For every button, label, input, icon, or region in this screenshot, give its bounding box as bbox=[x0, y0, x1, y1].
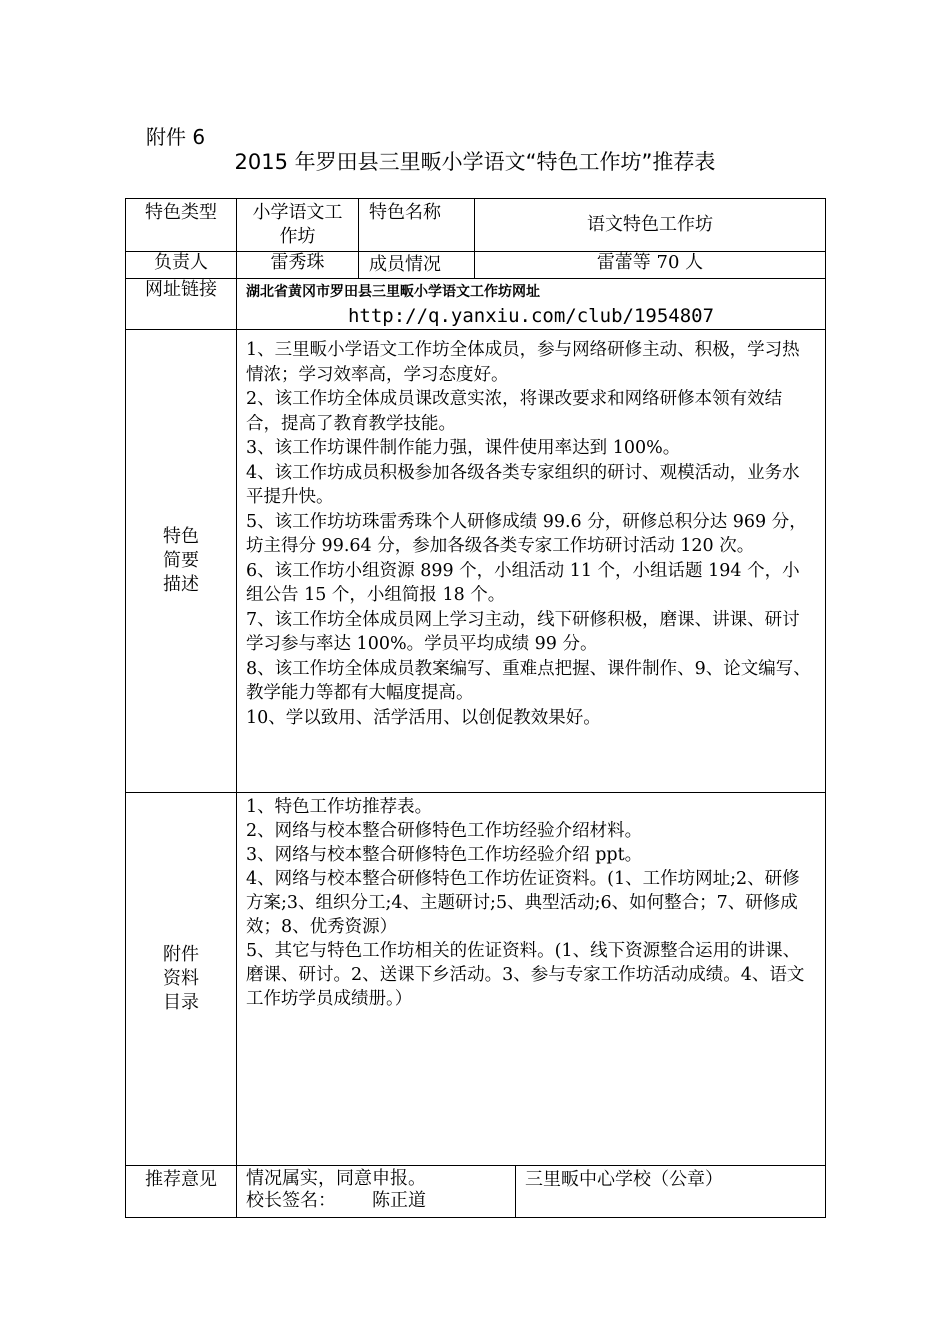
attachment-item: 3、网络与校本整合研修特色工作坊经验介绍 ppt。 bbox=[246, 845, 643, 865]
row-url bbox=[126, 279, 826, 330]
attachments-label-line: 附件 bbox=[163, 944, 199, 965]
row-attachments bbox=[126, 793, 826, 1166]
description-content bbox=[237, 330, 826, 793]
row-leader bbox=[126, 252, 826, 279]
name-value: 语文特色工作坊 bbox=[475, 199, 826, 252]
leader-label: 负责人 bbox=[126, 252, 237, 279]
description-label-line: 特色 bbox=[163, 526, 199, 547]
attachments-label bbox=[126, 793, 237, 1166]
attachments-label-line: 目录 bbox=[163, 992, 199, 1013]
opinion-text: 情况属实，同意申报。 bbox=[246, 1168, 426, 1189]
url-cell bbox=[237, 279, 826, 330]
attachment-item: 2、网络与校本整合研修特色工作坊经验介绍材料。 bbox=[246, 821, 643, 841]
attachments-content bbox=[237, 793, 826, 1166]
name-label: 特色名称 bbox=[359, 199, 475, 252]
recommendation-form-table bbox=[125, 198, 826, 1218]
principal-signature-line bbox=[246, 1190, 506, 1212]
description-item: 8、该工作坊全体成员教案编写、重难点把握、课件制作、9、论文编写、教学能力等都有大幅度提高。 bbox=[246, 658, 811, 703]
workshop-url-link[interactable]: http://q.yanxiu.com/club/1954807 bbox=[347, 305, 715, 327]
attachment-item: 5、其它与特色工作坊相关的佐证资料。(1、线下资源整合运用的讲课、磨课、研讨。2、送课下乡活动。3、参与专家工作坊活动成绩。4、语文工作坊学员成绩册。） bbox=[246, 941, 805, 1009]
opinion-cell bbox=[237, 1166, 516, 1218]
attachments-label-line: 资料 bbox=[163, 968, 199, 989]
members-value: 雷蕾等 70 人 bbox=[475, 252, 826, 279]
document-title: 2015 年罗田县三里畈小学语文“特色工作坊”推荐表 bbox=[234, 150, 716, 174]
description-item: 1、三里畈小学语文工作坊全体成员，参与网络研修主动、积极，学习热情浓；学习效率高，学习态度好。 bbox=[246, 340, 800, 385]
row-type bbox=[126, 199, 826, 252]
members-label: 成员情况 bbox=[359, 252, 475, 279]
school-stamp: 三里畈中心学校（公章） bbox=[516, 1166, 826, 1218]
url-caption: 湖北省黄冈市罗田县三里畈小学语文工作坊网址 bbox=[246, 284, 540, 300]
attachment-item: 1、特色工作坊推荐表。 bbox=[246, 797, 433, 817]
description-label-line: 简要 bbox=[163, 550, 199, 571]
opinion-label: 推荐意见 bbox=[126, 1166, 237, 1218]
description-item: 7、该工作坊全体成员网上学习主动，线下研修积极，磨课、讲课、研讨学习参与率达 100%。学员平均成绩 99 分。 bbox=[246, 609, 800, 654]
principal-name: 陈正道 bbox=[372, 1190, 426, 1211]
type-label: 特色类型 bbox=[126, 199, 237, 252]
description-label bbox=[126, 330, 237, 793]
description-item: 5、该工作坊坊珠雷秀珠个人研修成绩 99.6 分，研修总积分达 969 分，坊主得分 99.64 分，参加各级各类专家工作坊研讨活动 120 次。 bbox=[246, 511, 807, 556]
attachment-item: 4、网络与校本整合研修特色工作坊佐证资料。(1、工作坊网址;2、研修方案;3、组织分工;4、主题研讨;5、典型活动;6、如何整合；7、研修成效；8、优秀资源） bbox=[246, 869, 800, 937]
description-item: 3、该工作坊课件制作能力强，课件使用率达到 100%。 bbox=[246, 438, 681, 458]
description-item: 6、该工作坊小组资源 899 个，小组活动 11 个，小组话题 194 个，小组公告 15 个，小组简报 18 个。 bbox=[246, 560, 800, 605]
row-opinion bbox=[126, 1166, 826, 1218]
leader-value: 雷秀珠 bbox=[237, 252, 359, 279]
description-label-line: 描述 bbox=[163, 574, 199, 595]
description-item: 4、该工作坊成员积极参加各级各类专家组织的研讨、观模活动，业务水平提升快。 bbox=[246, 462, 800, 507]
principal-label: 校长签名： bbox=[246, 1190, 336, 1211]
url-label: 网址链接 bbox=[126, 279, 237, 330]
row-description bbox=[126, 330, 826, 793]
description-item: 10、学以致用、活学活用、以创促教效果好。 bbox=[246, 707, 601, 728]
description-item: 2、该工作坊全体成员课改意实浓，将课改要求和网络研修本领有效结合，提高了教育教学技能。 bbox=[246, 389, 783, 434]
attachment-label: 附件 6 bbox=[146, 125, 206, 149]
type-value: 小学语文工作坊 bbox=[237, 199, 359, 252]
